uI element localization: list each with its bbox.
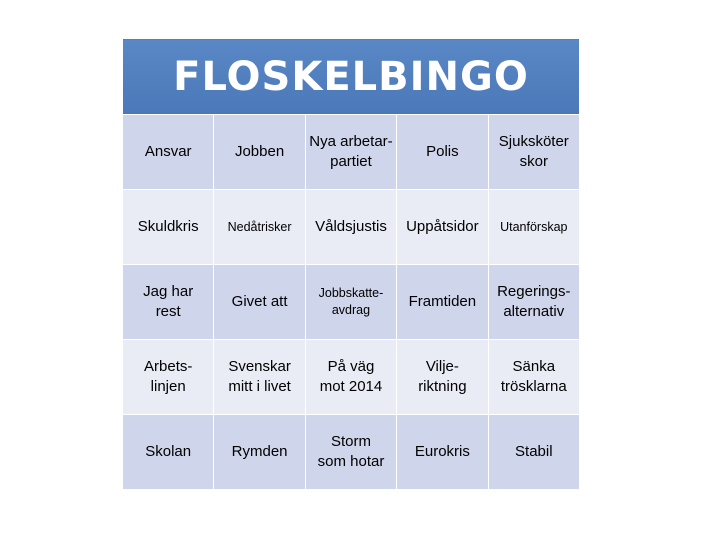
bingo-cell: Polis: [397, 115, 488, 190]
bingo-cell: Skuldkris: [123, 190, 214, 265]
title-row: [123, 39, 580, 115]
board-row-4: [123, 340, 580, 415]
bingo-cell: Rymden: [214, 415, 305, 490]
bingo-cell: Regerings- alternativ: [488, 265, 579, 340]
bingo-cell: Jobbskatte- avdrag: [305, 265, 396, 340]
bingo-cell: Utanförskap: [488, 190, 579, 265]
bingo-cell: Ansvar: [123, 115, 214, 190]
bingo-cell: Vilje- riktning: [397, 340, 488, 415]
bingo-cell: Skolan: [123, 415, 214, 490]
bingo-cell: Sänka trösklarna: [488, 340, 579, 415]
board-row-1: [123, 115, 580, 190]
board-title: FLOSKELBINGO: [123, 39, 580, 115]
bingo-cell: På väg mot 2014: [305, 340, 396, 415]
bingo-cell: Sjuksköter skor: [488, 115, 579, 190]
bingo-board: [122, 38, 580, 490]
bingo-cell: Jobben: [214, 115, 305, 190]
bingo-cell: Svenskar mitt i livet: [214, 340, 305, 415]
bingo-cell: Framtiden: [397, 265, 488, 340]
bingo-cell: Stabil: [488, 415, 579, 490]
board-row-5: [123, 415, 580, 490]
bingo-cell: Eurokris: [397, 415, 488, 490]
bingo-cell: Nya arbetar- partiet: [305, 115, 396, 190]
bingo-cell: Jag har rest: [123, 265, 214, 340]
bingo-cell: Givet att: [214, 265, 305, 340]
bingo-cell: Nedåtrisker: [214, 190, 305, 265]
bingo-cell: Uppåtsidor: [397, 190, 488, 265]
bingo-cell: Arbets- linjen: [123, 340, 214, 415]
bingo-cell: Storm som hotar: [305, 415, 396, 490]
board-row-3: [123, 265, 580, 340]
board-row-2: [123, 190, 580, 265]
bingo-cell: Våldsjustis: [305, 190, 396, 265]
